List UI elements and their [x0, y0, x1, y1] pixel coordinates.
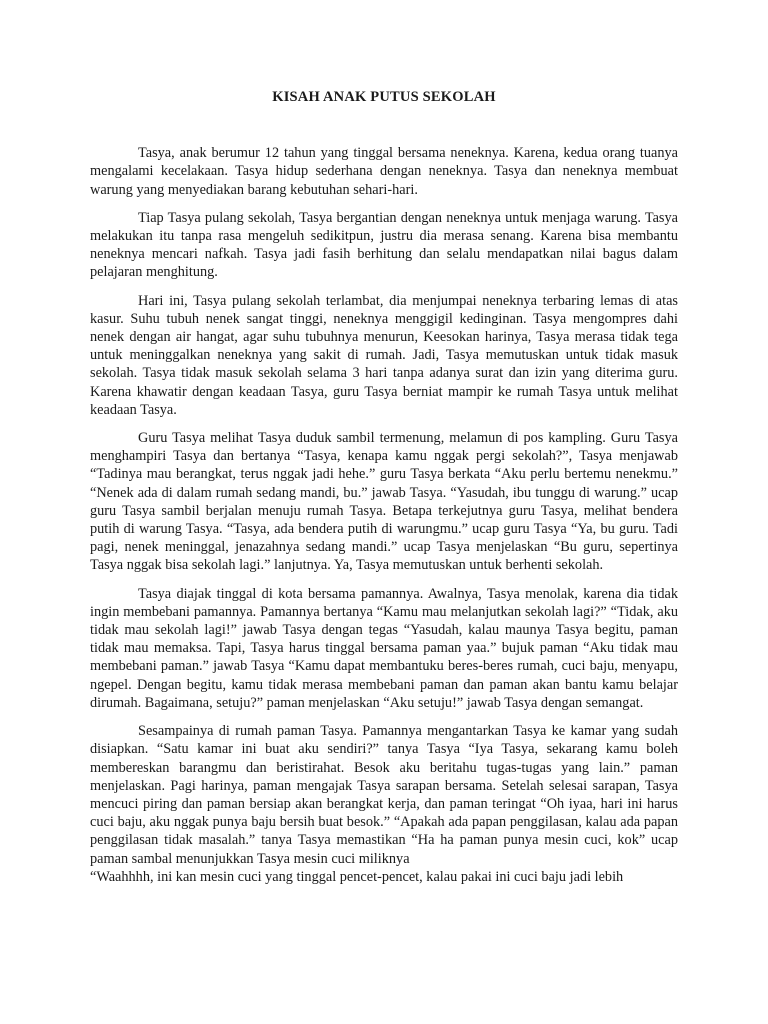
paragraph-1: Tasya, anak berumur 12 tahun yang tinggal bersama neneknya. Karena, kedua orang tuanya mengalami kecelakaan. Tasya hidup sederhana dengan neneknya. Tasya dan neneknya membuat warung yang menyediakan barang kebutuhan sehari-hari. [90, 145, 678, 198]
paragraph-7: “Waahhhh, ini kan mesin cuci yang tinggal pencet-pencet, kalau pakai ini cuci baju jadi lebih [90, 868, 624, 885]
paragraph-3: Hari ini, Tasya pulang sekolah terlambat, dia menjumpai neneknya terbaring lemas di atas kasur. Suhu tubuh nenek sangat tinggi, neneknya menggigil kedinginan. Tasya mengompres dahi nenek dengan air hangat, agar suhu tubuhnya menurun, Keesokan harinya, Tasya merasa tidak tega untuk meninggalkan neneknya yang sakit di rumah. Jadi, Tasya memutuskan untuk tidak masuk sekolah. Tasya tidak masuk sekolah selama 3 hari tanpa adanya surat dan izin yang diterima guru. Karena khawatir dengan keadaan Tasya, guru Tasya berniat mampir ke rumah Tasya untuk melihat keadaan Tasya. [90, 292, 678, 418]
paragraph-5: Tasya diajak tinggal di kota bersama pamannya. Awalnya, Tasya menolak, karena dia tidak ingin membebani pamannya. Pamannya bertanya “Kamu mau melanjutkan sekolah lagi?” “Tidak, aku tidak mau sekolah lagi!” jawab Tasya dengan tegas “Yasudah, kalau maunya Tasya begitu, paman tidak mau memaksa. Tapi, Tasya harus tinggal bersama paman yaa.” bujuk paman “Aku tidak mau membebani paman.” jawab Tasya “Kamu dapat membantuku beres-beres rumah, cuci baju, menyapu, ngepel. Dengan begitu, kamu tidak merasa membebani paman dan paman akan bantu kamu belajar dirumah. Bagaimana, setuju?” paman menjelaskan “Aku setuju!” jawab Tasya dengan semangat. [90, 585, 678, 711]
paragraph-6: Sesampainya di rumah paman Tasya. Pamannya mengantarkan Tasya ke kamar yang sudah disiapkan. “Satu kamar ini buat aku sendiri?” tanya Tasya “Iya Tasya, sekarang kamu boleh membereskan barangmu dan beristirahat. Besok aku beritahu tugas-tugas yang lain.” paman menjelaskan. Pagi harinya, paman mengajak Tasya sarapan bersama. Setelah selesai sarapan, Tasya mencuci piring dan paman bersiap akan berangkat kerja, dan paman teringat “Oh iyaa, hari ini harus cuci baju, aku nggak punya baju bersih buat besok.” “Apakah ada papan penggilasan, kalau ada papan penggilasan tidak masalah.” tanya Tasya memastikan “Ha ha paman punya mesin cuci, kok” ucap paman sambal menunjukkan Tasya mesin cuci miliknya [90, 723, 678, 867]
paragraph-4: Guru Tasya melihat Tasya duduk sambil termenung, melamun di pos kampling. Guru Tasya menghampiri Tasya dan bertanya “Tasya, kenapa kamu nggak pergi sekolah?”, Tasya menjawab “Tadinya mau berangkat, terus nggak jadi hehe.” guru Tasya berkata “Aku perlu bertemu nenekmu.” “Nenek ada di dalam rumah sedang mandi, bu.” jawab Tasya. “Yasudah, ibu tunggu di warung.” ucap guru Tasya sambil berjalan menuju rumah Tasya. Betapa terkejutnya guru Tasya, melihat bendera putih di warung Tasya. “Tasya, ada bendera putih di warungmu.” ucap guru Tasya “Ya, bu guru. Tadi pagi, nenek meninggal, jenazahnya sedang mandi.” ucap Tasya menjelaskan “Bu guru, sepertinya Tasya nggak bisa sekolah lagi.” lanjutnya. Ya, Tasya memutuskan untuk berhenti sekolah. [90, 430, 678, 574]
paragraph-2: Tiap Tasya pulang sekolah, Tasya bergantian dengan neneknya untuk menjaga warung. Tasya melakukan itu tanpa rasa mengeluh sedikitpun, justru dia merasa senang. Karena bisa membantu neneknya mencari nafkah. Tasya jadi fasih berhitung dan selalu mendapatkan nilai bagus dalam pelajaran menghitung. [90, 209, 678, 281]
document-title: KISAH ANAK PUTUS SEKOLAH [272, 89, 496, 105]
